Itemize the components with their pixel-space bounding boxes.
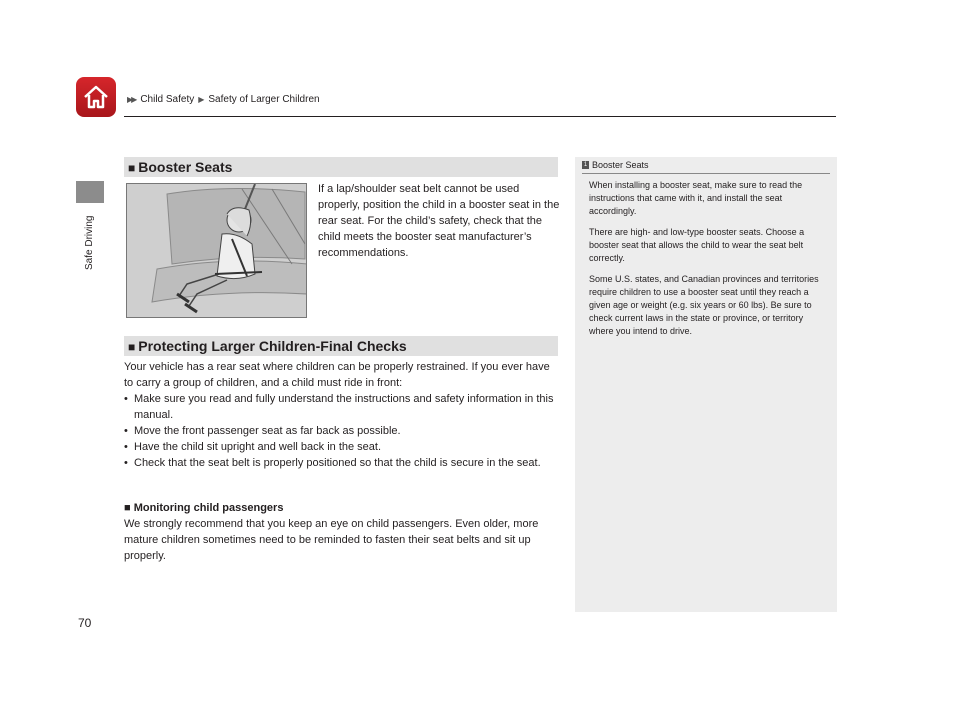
breadcrumb-item-larger-children[interactable]: Safety of Larger Children (208, 94, 320, 105)
list-item: • Have the child sit upright and well back in the seat. (124, 439, 560, 455)
sidebar-title: Booster Seats (592, 160, 649, 170)
breadcrumb-separator-icon: ▶ (198, 95, 205, 104)
monitoring-title: Monitoring child passengers (133, 502, 284, 514)
breadcrumb-arrow-icon: ▶▶ (127, 95, 136, 104)
sidebar-note (575, 157, 837, 612)
breadcrumb-item-child-safety[interactable]: Child Safety (140, 94, 195, 105)
section-tab (76, 181, 104, 203)
list-item: • Check that the seat belt is properly positioned so that the child is secure in the seat. (124, 455, 560, 471)
sidebar-paragraph: When installing a booster seat, make sure to read the instructions that came with it, and install the seat accordingly. (589, 180, 803, 216)
sidebar-paragraph: There are high- and low-type booster seats. Choose a booster seat that allows the child to wear the seat belt correctly. (589, 227, 805, 263)
monitoring-text: We strongly recommend that you keep an eye on child passengers. Even older, more mature children sometimes need to be reminded to fasten their seat belts and sit up properly. (124, 518, 539, 562)
home-icon (81, 82, 111, 112)
list-item: • Move the front passenger seat as far back as possible. (124, 423, 560, 439)
header-rule (124, 116, 836, 117)
sidebar-header (575, 157, 837, 170)
final-checks-intro: Your vehicle has a rear seat where children can be properly restrained. If you ever have to carry a group of children, and a child must ride in front: (124, 361, 550, 389)
booster-seats-heading (124, 157, 558, 177)
side-label-container (84, 210, 98, 270)
list-item: • Make sure you read and fully understand the instructions and safety information in this manual. (124, 391, 560, 423)
square-bullet-icon: ■ (128, 340, 136, 354)
final-checks-heading (124, 336, 558, 356)
booster-seats-title: Booster Seats (138, 159, 233, 175)
monitoring-section (124, 500, 560, 564)
note-icon: 1 (583, 162, 588, 168)
booster-seat-illustration (126, 183, 307, 318)
home-button[interactable] (76, 77, 116, 117)
breadcrumb (127, 94, 320, 105)
final-checks-body (124, 359, 560, 471)
page-number: 70 (78, 616, 92, 630)
monitoring-heading: ■ Monitoring child passengers (124, 502, 284, 514)
final-checks-title: Protecting Larger Children-Final Checks (138, 338, 407, 354)
side-label: Safe Driving (84, 215, 95, 270)
square-bullet-icon: ■ (128, 161, 136, 175)
sidebar-body (575, 174, 837, 338)
final-checks-list (124, 391, 560, 471)
sidebar-paragraph: Some U.S. states, and Canadian provinces and territories require children to use a booster seat until they reach a given age or weight (e.g. six years or 60 lbs). Be sure to check current laws in the state or province, or territory where you intend to drive. (589, 274, 819, 336)
booster-seats-text: If a lap/shoulder seat belt cannot be used properly, position the child in a booster seat in the rear seat. For the child’s safety, check that the child meets the booster seat manufacturer’s recommendations. (318, 183, 560, 259)
